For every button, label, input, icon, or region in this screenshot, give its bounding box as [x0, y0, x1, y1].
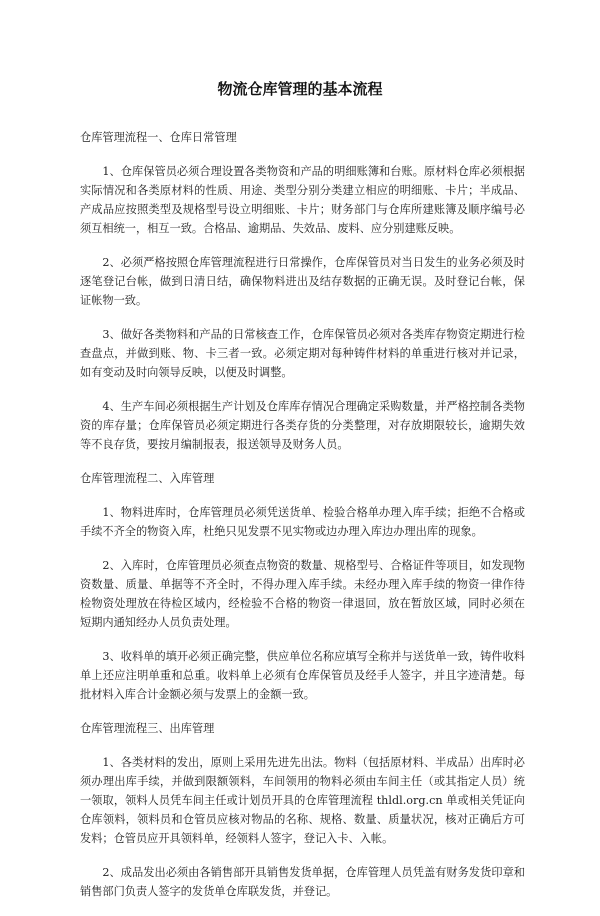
paragraph: 1、物料进库时，仓库管理员必须凭送货单、检验合格单办理入库手续；拒绝不合格或手续不齐全的物资入库，杜绝只见发票不见实物或边办理入库边办理出库的现象。 — [80, 506, 525, 538]
section-heading: 仓库管理流程三、出库管理 — [80, 722, 215, 735]
paragraph: 2、必须严格按照仓库管理流程进行日常操作，仓库保管员对当日发生的业务必须及时逐笔登记台帐，做到日清日结，确保物料进出及结存数据的正确无误。及时登记台帐，保证帐物一致。 — [80, 256, 525, 307]
section-inbound-management — [80, 469, 525, 704]
section-heading: 仓库管理流程一、仓库日常管理 — [80, 131, 237, 144]
paragraph: 4、生产车间必须根据生产计划及仓库库存情况合理确定采购数量，并严格控制各类物资的库存量；仓库保管员必须定期进行各类存货的分类整理，对存放期限较长，逾期失效等不良存货，要按月编制报表，报送领导及财务人员。 — [80, 400, 525, 451]
paragraph: 3、收料单的填开必须正确完整，供应单位名称应填写全称并与送货单一致，铸件收料单上还应注明单重和总重。收料单上必须有仓库保管员及经手人签字，并且字迹清楚。每批材料入库合计金额必须与发票上的金额一致。 — [80, 650, 525, 701]
section-daily-management — [80, 128, 525, 454]
paragraph: 2、入库时，仓库管理员必须查点物资的数量、规格型号、合格证件等项目，如发现物资数量、质量、单据等不齐全时，不得办理入库手续。未经办理入库手续的物资一律作待检物资处理放在待检区域内，经检验不合格的物资一律退回，放在暂放区域，同时必须在短期内通知经办人员负责处理。 — [80, 559, 525, 629]
section-heading: 仓库管理流程二、入库管理 — [80, 472, 215, 485]
paragraph: 1、仓库保管员必须合理设置各类物资和产品的明细账簿和台账。原材料仓库必须根据实际情况和各类原材料的性质、用途、类型分别分类建立相应的明细账、卡片；半成品、产成品应按照类型及规格型号设立明细账、卡片；财务部门与仓库所建账簿及顺序编号必须互相统一，相互一致。合格品、逾期品、失效品、废料、应分别建账反映。 — [80, 165, 525, 235]
paragraph: 3、做好各类物料和产品的日常核查工作，仓库保管员必须对各类库存物资定期进行检查盘点，并做到账、物、卡三者一致。必须定期对每种铸件材料的单重进行核对并记录，如有变动及时向领导反映，以便及时调整。 — [80, 328, 525, 379]
page-title: 物流仓库管理的基本流程 — [217, 80, 383, 98]
section-outbound-management — [80, 719, 525, 901]
paragraph: 2、成品发出必须由各销售部开具销售发货单据，仓库管理人员凭盖有财务发货印章和销售部门负责人签字的发货单仓库联发货，并登记。 — [80, 866, 525, 898]
document-body — [80, 128, 525, 916]
paragraph: 1、各类材料的发出，原则上采用先进先出法。物料（包括原材料、半成品）出库时必须办理出库手续，并做到限额领料，车间领用的物料必须由车间主任（或其指定人员）统一领取，领料人员凭车间主任或计划员开具的仓库管理流程 thldl.org.cn 单或相关凭证向仓库领料，领料员和仓管员应核对物品的名称、规格、数量、质量状况，核对正确后方可发料；仓管员应开具领料单，经领料人签字，登记入卡、入帐。 — [80, 756, 525, 845]
